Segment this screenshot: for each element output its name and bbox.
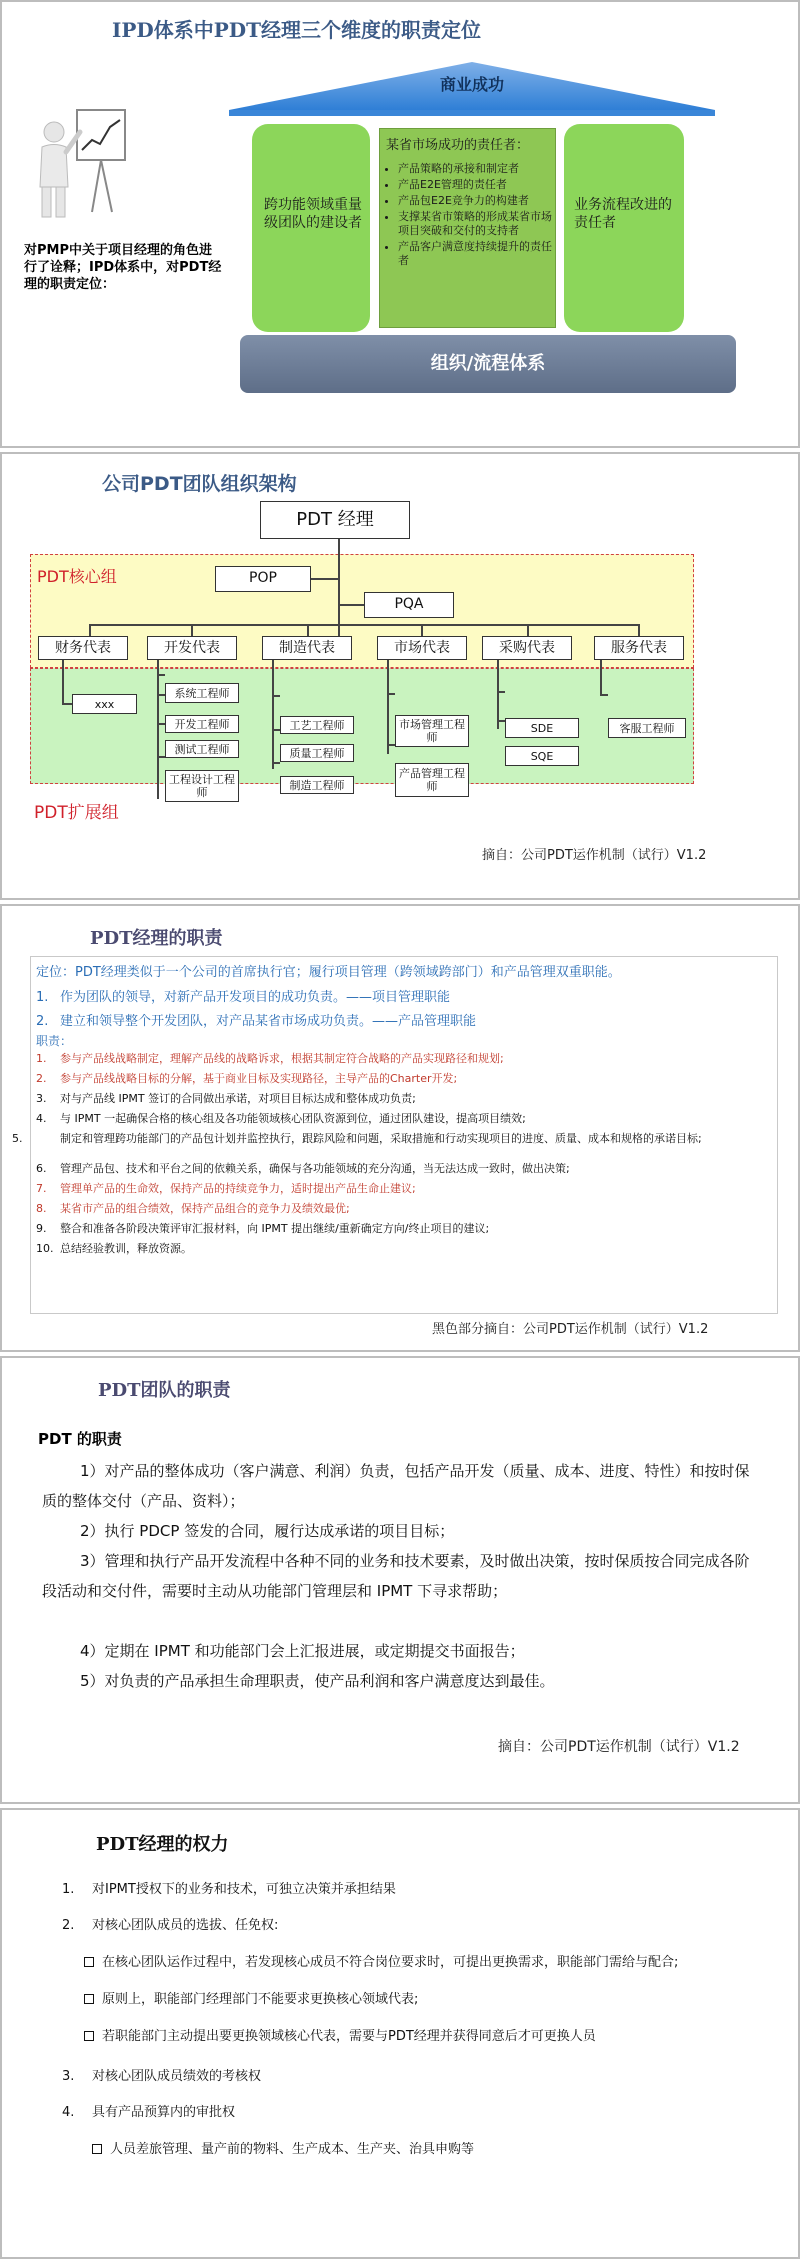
source-note: 黑色部分摘自：公司PDT运作机制（试行）V1.2 <box>432 1322 709 1337</box>
duty-number: 9. <box>36 1222 47 1235</box>
duty-item <box>36 1072 776 1086</box>
duty-item <box>36 1052 776 1066</box>
power-subtext: 原则上，职能部门经理部门不能要求更换核心领域代表; <box>102 1992 419 2007</box>
center-item: • 产品客户满意度持续提升的责任者 <box>398 240 555 268</box>
source-note: 摘自：公司PDT运作机制（试行）V1.2 <box>482 848 707 863</box>
duty-number: 5. <box>12 1132 23 1145</box>
duty-text: 某省市产品的组合绩效，保持产品组合的竞争力及绩效最优; <box>60 1202 350 1215</box>
power-subtext: 人员差旅管理、量产前的物料、生产成本、生产夹、治具申购等 <box>110 2142 475 2157</box>
pillar-center-list <box>380 158 555 268</box>
duty-text: 管理产品包、技术和平台之间的依赖关系，确保与各功能领域的充分沟通，当无法达成一致时，做出决策; <box>60 1162 570 1175</box>
pillar-right-text: 业务流程改进的责任者 <box>574 197 672 231</box>
power-item <box>62 1878 396 1897</box>
subtitle: PDT 的职责 <box>38 1430 122 1448</box>
duty-item <box>36 1242 776 1256</box>
duty-text: 总结经验教训，释放资源。 <box>60 1242 192 1255</box>
duty-label: 职责： <box>36 1034 73 1048</box>
checkbox-icon <box>92 2144 102 2154</box>
engineer-box: 开发工程师 <box>165 715 239 733</box>
power-subitem <box>84 2025 764 2044</box>
center-item: • 产品E2E管理的责任者 <box>398 178 555 192</box>
power-item <box>62 1914 278 1933</box>
duty-item <box>36 1182 776 1196</box>
center-item: • 产品包E2E竞争力的构建者 <box>398 194 555 208</box>
engineer-box: xxx <box>72 694 137 714</box>
source-note: 摘自：公司PDT运作机制（试行）V1.2 <box>498 1739 740 1755</box>
representative-box: 财务代表 <box>38 636 128 660</box>
slide-org-chart <box>0 452 800 900</box>
engineer-box: SQE <box>505 746 579 766</box>
team-duty-item: 3）管理和执行产品开发流程中各种不同的业务和技术要素，及时做出决策，按时保质按合同完成各阶段活动和交付件，需要时主动从功能部门管理层和 IPMT 下寻求帮助； <box>42 1552 750 1600</box>
point-2: 2. 建立和领导整个开发团队，对产品某省市场成功负责。——产品管理职能 <box>36 1014 477 1029</box>
point-1: 1. 作为团队的领导，对新产品开发项目的成功负责。——项目管理职能 <box>36 990 451 1005</box>
power-subtext: 若职能部门主动提出要更换领域核心代表，需要与PDT经理并获得同意后才可更换人员 <box>102 2029 596 2044</box>
slide-title: IPD体系中PDT经理三个维度的职责定位 <box>112 18 482 42</box>
duty-number: 2. <box>36 1072 47 1085</box>
pillar-center <box>379 128 556 328</box>
position-text: 定位：PDT经理类似于一个公司的首席执行官；履行项目管理（跨领域跨部门）和产品管理双重职能。 <box>36 965 621 980</box>
duty-text: 管理单产品的生命效，保持产品的持续竞争力，适时提出产品生命止建议; <box>60 1182 416 1195</box>
duty-item <box>36 1112 776 1126</box>
representative-box: 制造代表 <box>262 636 352 660</box>
power-item <box>62 2101 235 2120</box>
ext-group-label: PDT扩展组 <box>34 803 119 823</box>
ext-group-area <box>30 668 694 784</box>
engineer-box: 市场管理工程师 <box>395 715 469 747</box>
base-bar <box>240 335 736 393</box>
power-number: 4. <box>62 2105 75 2120</box>
power-text: 具有产品预算内的审批权 <box>92 2105 236 2120</box>
team-duty-item: 5）对负责的产品承担生命理职责，使产品利润和客户满意度达到最佳。 <box>80 1672 555 1690</box>
power-number: 1. <box>62 1882 75 1897</box>
duty-text: 参与产品线战略目标的分解，基于商业目标及实现路径，主导产品的Charter开发; <box>60 1072 458 1085</box>
representative-box: 市场代表 <box>377 636 467 660</box>
engineer-box: 工程设计工程师 <box>165 770 239 802</box>
duty-number: 4. <box>36 1112 47 1125</box>
power-text: 对核心团队成员的选拔、任免权: <box>92 1918 279 1933</box>
base-label: 组织/流程体系 <box>430 353 546 374</box>
center-item: • 产品策略的承接和制定者 <box>398 162 555 176</box>
slide-ipd-pdt-roles <box>0 0 800 448</box>
duty-text: 与 IPMT 一起确保合格的核心组及各功能领域核心团队资源到位，通过团队建设，提高项目绩效; <box>60 1112 526 1125</box>
pillar-right <box>564 124 684 332</box>
power-subtext: 在核心团队运作过程中，若发现核心成员不符合岗位要求时，可提出更换需求，职能部门需给与配合; <box>102 1955 679 1970</box>
engineer-box: 制造工程师 <box>280 776 354 794</box>
power-subitem <box>92 2138 772 2157</box>
center-item: • 支撑某省市策略的形成某省市场项目突破和交付的支持者 <box>398 210 555 238</box>
duty-text: 对与产品线 IPMT 签订的合同做出承诺，对项目目标达成和整体成功负责; <box>60 1092 416 1105</box>
duty-item <box>36 1202 776 1216</box>
engineer-box: 系统工程师 <box>165 683 239 703</box>
duty-number: 1. <box>36 1052 47 1065</box>
team-duty-item: 2）执行 PDCP 签发的合同，履行达成承诺的项目目标； <box>80 1522 455 1540</box>
power-number: 3. <box>62 2069 75 2084</box>
power-number: 2. <box>62 1918 75 1933</box>
duty-item <box>36 1222 776 1236</box>
power-text: 对IPMT授权下的业务和技术，可独立决策并承担结果 <box>92 1882 396 1897</box>
engineer-box: 客服工程师 <box>608 718 686 738</box>
slide-pdt-manager-duties <box>0 904 800 1352</box>
pop-box: POP <box>215 566 311 592</box>
power-text: 对核心团队成员绩效的考核权 <box>92 2069 262 2084</box>
pillar-left <box>252 124 370 332</box>
pdt-manager-box: PDT 经理 <box>260 501 410 539</box>
team-duty-item: 4）定期在 IPMT 和功能部门会上汇报进展，或定期提交书面报告； <box>80 1642 525 1660</box>
duty-number: 3. <box>36 1092 47 1105</box>
presenter-figure-icon <box>32 102 132 222</box>
duty-text: 参与产品线战略制定，理解产品线的战略诉求，根据其制定符合战略的产品实现路径和规划; <box>60 1052 504 1065</box>
power-subitem <box>84 1988 764 2007</box>
duty-number: 8. <box>36 1202 47 1215</box>
slide-title: PDT经理的职责 <box>90 928 223 949</box>
slide-title: PDT团队的职责 <box>98 1380 231 1401</box>
duty-number: 6. <box>36 1162 47 1175</box>
pmp-interpretation-text: 对PMP中关于项目经理的角色进行了诠释；IPD体系中，对PDT经理的职责定位： <box>24 243 222 292</box>
duty-text: 制定和管理跨功能部门的产品包计划并监控执行，跟踪风险和问题，采取措施和行动实现项目的进度、质量、成本和规格的承诺目标; <box>60 1132 702 1145</box>
representative-box: 开发代表 <box>147 636 237 660</box>
power-subitem <box>84 1951 764 1970</box>
slide-pdt-team-duties <box>0 1356 800 1804</box>
duty-item <box>36 1162 776 1176</box>
slide-title: PDT经理的权力 <box>96 1834 229 1855</box>
slide-title: 公司PDT团队组织架构 <box>102 473 297 495</box>
duty-item <box>36 1092 776 1106</box>
engineer-box: 工艺工程师 <box>280 716 354 734</box>
pillar-center-title: 某省市场成功的责任者： <box>386 138 530 153</box>
power-item <box>62 2065 261 2084</box>
engineer-box: 产品管理工程师 <box>395 763 469 797</box>
roof-label: 商业成功 <box>439 75 504 94</box>
engineer-box: 质量工程师 <box>280 744 354 762</box>
pqa-box: PQA <box>364 592 454 618</box>
engineer-box: 测试工程师 <box>165 740 239 758</box>
core-group-label: PDT核心组 <box>37 567 117 586</box>
representative-box: 服务代表 <box>594 636 684 660</box>
checkbox-icon <box>84 2031 94 2041</box>
duty-number: 7. <box>36 1182 47 1195</box>
duty-number: 10. <box>36 1242 54 1255</box>
slide-pdt-manager-powers <box>0 1808 800 2259</box>
pillar-left-text: 跨功能领域重量级团队的建设者 <box>264 197 362 231</box>
representative-box: 采购代表 <box>482 636 572 660</box>
duty-item <box>12 1132 776 1146</box>
duty-text: 整合和准备各阶段决策评审汇报材料，向 IPMT 提出继续/重新确定方向/终止项目的建议; <box>60 1222 490 1235</box>
checkbox-icon <box>84 1957 94 1967</box>
engineer-box: SDE <box>505 718 579 738</box>
checkbox-icon <box>84 1994 94 2004</box>
team-duty-item: 1）对产品的整体成功（客户满意、利润）负责，包括产品开发（质量、成本、进度、特性）和按时保质的整体交付（产品、资料）； <box>42 1462 750 1510</box>
